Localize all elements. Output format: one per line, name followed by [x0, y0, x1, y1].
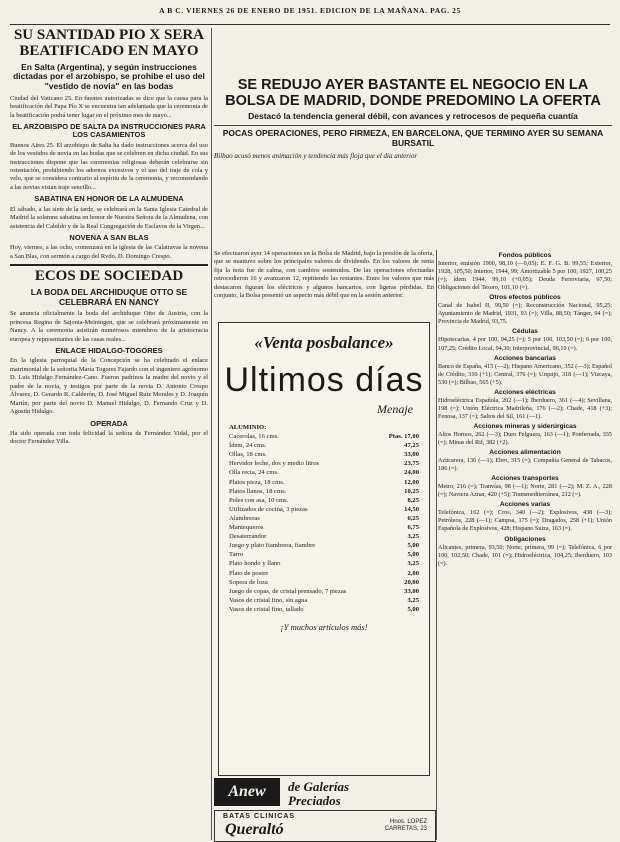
market-heading-7: Acciones alimentación: [489, 449, 561, 457]
ad-item-price: 20,00: [404, 578, 419, 586]
ad-item-row: [219, 487, 429, 496]
market-text-4: Banco de España, 415 (—2); Hispano Americano, 352 (—3); Español de Crédito, 310 (+1); Central, 376 (=); Urquijo, 318 (—1); Vizcaya, 530 (=); Bilbao, 565 (+5).: [438, 362, 612, 386]
bolsa-body-column: [214, 250, 434, 320]
queralto-address-line1: Hnos. LOPEZ: [389, 819, 427, 825]
market-heading-10: Obligaciones: [504, 535, 546, 543]
ad-item-name: Utilizados de cocina, 3 piezas: [229, 505, 308, 513]
ad-item-price: 47,25: [404, 442, 419, 450]
market-text-5: Hidroeléctrica Española, 202 (—1); Iberduero, 361 (—4); Sevillana, 198 (=); Unión Eléctrica Madrileña, 176 (—2); Chade, 418 (+3); Fenosa, 137 (=); Saltos del Sil, 161 (—1).: [438, 396, 612, 420]
ad-item-name: Plato hondo y llano: [229, 560, 281, 568]
story-almudena-title: SABATINA EN HONOR DE LA ALMUDENA: [34, 194, 184, 204]
ad-item-price: 12,00: [404, 478, 419, 486]
story-pio-x-subhead: En Salta (Argentina), y según instrucciones dictadas por el arzobispo, se prohibe el uso del "vestido de novia" en las bodas: [13, 61, 205, 92]
galerias-line2: Preciados: [288, 792, 341, 808]
bolsa-barcelona-sub: POCAS OPERACIONES, PERO FIRMEZA, EN BARCELONA, QUE TERMINO AYER SU SEMANA BURSATIL: [222, 128, 604, 148]
market-text-7: Azucarera, 136 (—1); Ebro, 315 (=); Compañía General de Tabacos, 186 (=).: [438, 457, 612, 473]
anew-logo: Anew: [214, 778, 280, 806]
story-salta-body: Buenos Aires 25. El arzobispo de Salta ha dado instrucciones acerca del uso de los vestidos de novia en las bodas que se celebren en dicha ciudad. En sus instrucciones dispone que las ceremonias religiosas deberán celebrarse sin ostentación, prohibiendo los adornos excesivos y el uso del traje de cola y velo, que se considera contrario al espíritu de la ceremonia, y recomendando a las novias vistan traje sencillo...: [10, 141, 208, 191]
ad-item-row: [219, 559, 429, 568]
bolsa-headline: SE REDUJO AYER BASTANTE EL NEGOCIO EN LA BOLSA DE MADRID, DONDE PREDOMINO LA OFERTA: [225, 77, 601, 109]
left-column: [10, 28, 208, 838]
market-text-8: Metro, 216 (=); Tranvías, 98 (—1); Norte, 281 (—2); M. Z. A., 228 (=); Naviera Aznar, 420 (+5); Transmediterránea, 212 (=).: [438, 483, 612, 499]
market-heading-9: Acciones varias: [499, 501, 551, 509]
ad-item-price: 5,00: [407, 542, 419, 550]
ad-item-name: Hervidor leche, dos y medio litros: [229, 460, 320, 468]
story-almudena-body: El sábado, a las siete de la tarde, se celebrará en la Santa Iglesia Catedral de Madrid la solemne sabatina en honor de Nuestra Señora de la Almudena, con asistencia del Cabildo y de la Real Congregación de Esclavos de la Virgen...: [10, 205, 208, 230]
ad-item-price: 5,00: [407, 605, 419, 613]
story-operada-title: OPERADA: [90, 418, 128, 428]
ad-item-row: [219, 596, 429, 605]
ad-items-list: [219, 432, 429, 614]
ad-item-row: [219, 569, 429, 578]
story-ecos-title: ECOS DE SOCIEDAD: [34, 268, 184, 285]
ad-item-price: 3,25: [407, 533, 419, 541]
story-salta-title: EL ARZOBISPO DE SALTA DA INSTRUCCIONES PARA LOS CASAMIENTOS: [12, 122, 206, 140]
ad-item-row: [219, 468, 429, 477]
ad-item-price: 10,25: [404, 487, 419, 495]
story-operada-body: Ha sido operada con toda felicidad la señora de Fernández Vidal, por el doctor Fernández Villa.: [10, 429, 208, 446]
ad-item-row: [219, 432, 429, 441]
story-enlace-title: ENLACE HIDALGO-TOGORES: [55, 346, 163, 356]
ad-item-price: 8,25: [407, 496, 419, 504]
ad-item-price: 6,75: [407, 524, 419, 532]
ad-item-row: [219, 541, 429, 550]
ad-item-name: Plato de postre: [229, 569, 269, 577]
galerias-text: [288, 780, 349, 807]
ad-item-price: 2,00: [407, 569, 419, 577]
ad-item-row: [219, 496, 429, 505]
ad-item-price: 5,00: [407, 551, 419, 559]
ad-item-name: Desaterrandor: [229, 533, 267, 541]
story-san-blas-title: NOVENA A SAN BLAS: [69, 232, 149, 242]
column-divider-left: [211, 28, 212, 840]
bolsa-body: Se efectuaron ayer 14 operaciones en la Bolsa de Madrid, bajo la presión de la oferta, que se mantuvo sobre los principales valores de dividendo. En los valores de renta fija la nota fue de calma, con cambios sostenidos. De las operaciones efectuadas retrocedieron 16 y avanzaron 12, repitiendo las restantes. Entre los valores que más destacaron figuran los eléctricos y algunos bancarios, con ligeras pérdidas. En conjunto, la Bolsa presentó un aspecto más débil que en la sesión anterior.: [214, 250, 434, 300]
story-ecos-subhead: LA BODA DEL ARCHIDUQUE OTTO SE CELEBRARÁ EN NANCY: [30, 286, 188, 307]
bolsa-headline-block: [214, 78, 612, 162]
market-text-6: Altos Hornos, 262 (—3); Duro Felguera, 163 (—1); Ponferrada, 335 (=); Minas del Rif, 382 (+2).: [438, 430, 612, 446]
ad-item-price: 3,25: [407, 560, 419, 568]
ad-item-name: Alambreras: [229, 514, 260, 522]
story-san-blas-body: Hoy, viernes, a las ocho, comenzará en la iglesia de las Calatravas la novena a San Blas, con sermón a cargo del Rvdo. D. Domingo Crespo.: [10, 244, 208, 260]
ad-section-label: ALUMINIO:: [229, 424, 267, 431]
ad-item-row: [219, 550, 429, 559]
market-heading-8: Acciones transportes: [491, 475, 559, 483]
market-text-3: Hipotecarias, 4 por 100, 94,25 (=); 5 por 100, 103,50 (=); 6 por 100, 107,25; Crédito Local, 94,30; Interprovincial, 96,10 (=).: [438, 336, 612, 352]
ad-item-name: Tarro: [229, 551, 244, 559]
market-heading-6: Acciones mineras y siderúrgicas: [473, 422, 577, 430]
ad-item-price: 14,50: [404, 505, 419, 513]
column-divider-right: [436, 250, 437, 840]
story-pio-x-title: SU SANTIDAD PIO X SERÁ BEATIFICADO EN MAYO: [13, 28, 205, 59]
galerias-preciados-ad: [214, 778, 434, 808]
venta-posbalance-ad: [218, 322, 430, 776]
market-text-9: Telefónica, 162 (=); Cros, 340 (—2); Explosivos, 438 (—3); Petróleos, 228 (—1); Campsa, 175 (=); Dragados, 258 (+1); Unión Española de Explosivos, 428; Hispano Suiza, 163 (=).: [438, 509, 612, 533]
market-heading-4: Acciones bancarias: [494, 354, 556, 362]
market-column: [438, 250, 612, 840]
ad-item-price: Ptas. 17,00: [388, 433, 419, 441]
story-ecos-body: Se anuncia oficialmente la boda del archiduque Otto de Austria, con la princesa Regina de Sajonia-Meiningen, que se celebrará próximamente en Nancy. A la ceremonia asistirán numerosos miembros de la aristocracia europea y representantes de las casas reales...: [10, 310, 208, 343]
ad-item-row: [219, 441, 429, 450]
ad-item-name: Juego de copas, de cristal prensado, 7 piezas: [229, 587, 347, 595]
ad-item-name: Ollas, 18 cms.: [229, 451, 267, 459]
market-text-1: Interior, emisión 1900, 98,10 (—0,05); E. F. G. B. 99,55; Exterior, 1928, 105,50; Interior, 1944, 99; Amortizable 5 por 100, 1927, 100,25 (=); ídem 1944, 99,10 (+0,05); Deuda Ferroviaria, 97,50; Obligaciones del Tesoro, 101,10 (=).: [438, 260, 612, 292]
ad-item-price: 6,25: [407, 514, 419, 522]
market-text-2: Canal de Isabel II, 99,50 (=); Reconstrucción Nacional, 95,25; Ayuntamiento de Madrid, 1931, 93 (=); Villa, 88,50; Tánger, 94 (=); Provincia de Madrid, 93,75.: [438, 302, 612, 326]
bolsa-bilbao-lede: Bilbao acusó menos animación y tendencia más floja que el día anterior: [214, 151, 418, 160]
ad-item-row: [219, 514, 429, 523]
ad-item-row: [219, 605, 429, 614]
market-heading-1: Fondos públicos: [498, 252, 552, 259]
ad-item-price: 24,00: [404, 469, 419, 477]
ad-item-name: Platos pieza, 18 cms.: [229, 478, 285, 486]
ad-item-row: [219, 478, 429, 487]
ad-item-row: [219, 450, 429, 459]
masthead: A B C. VIERNES 26 DE ENERO DE 1951. EDICION DE LA MAÑANA. PAG. 25: [159, 6, 461, 15]
ad-item-name: Sopera de loza: [229, 578, 268, 586]
ad-item-price: 33,00: [404, 451, 419, 459]
ad-item-row: [219, 459, 429, 468]
market-heading-2: Otros efectos públicos: [489, 294, 561, 302]
ad-item-price: 33,00: [404, 587, 419, 595]
galerias-line1: de Galerías: [288, 779, 350, 794]
market-heading-5: Acciones eléctricas: [494, 388, 556, 396]
ad-item-row: [219, 505, 429, 514]
section-rule: [10, 264, 208, 266]
ad-item-name: Poles con asa, 10 cms.: [229, 496, 289, 504]
queralto-ad: [214, 810, 436, 842]
ad-item-name: Vasos de cristal fino, tallado: [229, 605, 304, 613]
ad-item-name: Cacerolas, 16 cms.: [229, 433, 279, 441]
ad-menaje: Menaje: [377, 402, 413, 416]
market-text-10: Alicantes, primera, 93,50; Norte, primera, 99 (=); Telefónica, 6 por 100, 102,50; Chade, 101 (=); Hidroeléctrica, 104,25; Iberduero, 103 (=).: [438, 543, 612, 567]
ad-item-name: Juego y plato fiambrera, fiambre: [229, 542, 316, 550]
queralto-address: [385, 819, 427, 833]
ad-ultimos-dias: Ultimos días: [224, 361, 424, 399]
ad-item-name: Olla recta, 24 cms.: [229, 469, 279, 477]
queralto-address-line2: CARRETAS, 23: [384, 826, 427, 833]
queralto-name: Queraltó: [225, 821, 284, 838]
masthead-rule: [10, 24, 610, 25]
ad-item-row: [219, 532, 429, 541]
ad-item-price: 3,25: [407, 596, 419, 604]
story-enlace-body: En la iglesia parroquial de la Concepción se ha celebrado el enlace matrimonial de la señorita María Togores Fajardo con el ingeniero agrónomo D. Luis Hidalgo Fernández-Cano. Fueron padrinos la madre del novio y el padre de la novia, y testigos por parte de la novia D. Antonio Crespo Álvarez, D. Gerardo R. Calderón, D. José Miguel Ruiz Morales y D. Joaquín Martín; por parte del novio D. Manuel Hidalgo, D. Fernando Cruz y D. Agustín Hidalgo.: [10, 357, 208, 416]
bolsa-rule: [214, 125, 612, 126]
queralto-top: BATAS CLINICAS: [223, 813, 296, 820]
ad-item-name: Vasos de cristal fino, sin agua: [229, 596, 308, 604]
ad-item-price: 23,75: [404, 460, 419, 468]
story-pio-x-body: Ciudad del Vaticano 25. En fuentes autorizadas se dice que la causa para la beatificación del Papa Pío X se encuentra tan adelantada que la ceremonia de la beatificación podrá tener lugar en el próximo mes de mayo...: [10, 94, 208, 119]
bolsa-dek: Destacó la tendencia general débil, con avances y retrocesos de pequeña cuantía: [248, 111, 578, 122]
ad-item-row: [219, 587, 429, 596]
ad-script-title: «Venta posbalance»: [254, 333, 394, 352]
ad-item-row: [219, 578, 429, 587]
market-heading-3: Cédulas: [512, 328, 538, 336]
ad-footer: ¡Y muchos artículos más!: [280, 621, 368, 632]
ad-item-name: Ídem, 24 cms.: [229, 442, 267, 450]
ad-item-name: Platos llanos, 18 cms.: [229, 487, 287, 495]
ad-item-name: Mantequeros: [229, 524, 264, 532]
ad-item-row: [219, 523, 429, 532]
